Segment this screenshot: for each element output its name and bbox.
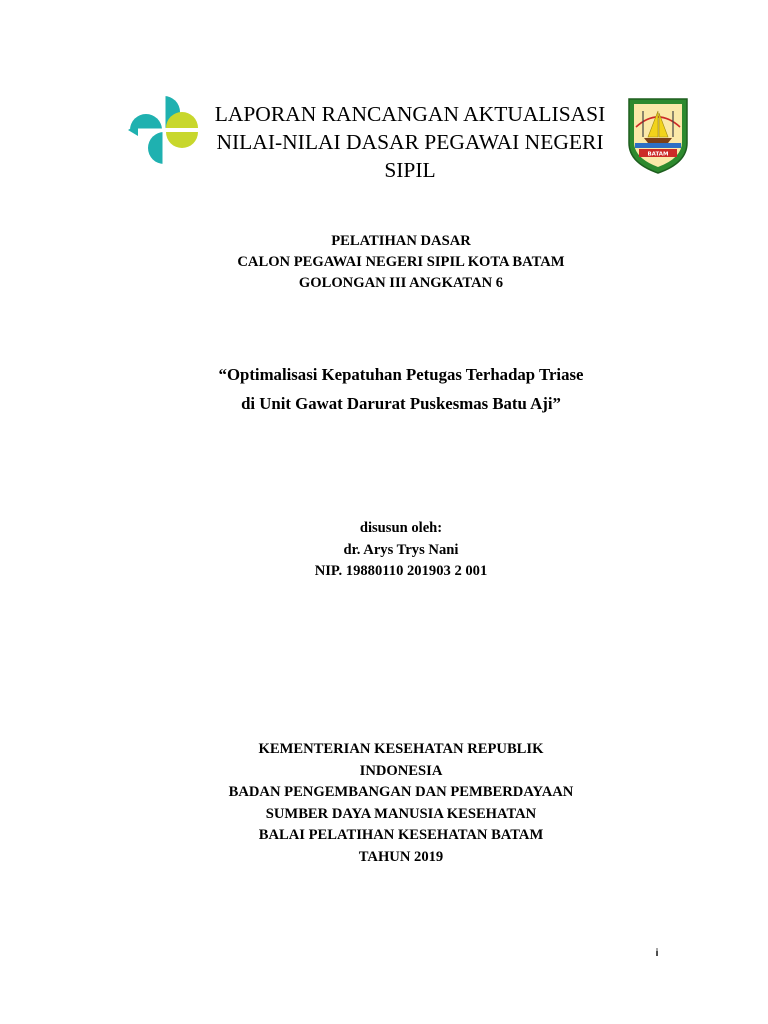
kemenkes-logo-icon (124, 90, 204, 170)
emblem-batam-text: BATAM (647, 151, 669, 158)
training-line-2: CALON PEGAWAI NEGERI SIPIL KOTA BATAM (237, 254, 565, 270)
title-line-3: SIPIL (384, 158, 436, 182)
training-info (100, 231, 702, 294)
author-info (100, 518, 702, 583)
institution-line-1: KEMENTERIAN KESEHATAN REPUBLIK (258, 741, 544, 757)
institution-line-2: INDONESIA (359, 762, 443, 779)
topic-title (100, 360, 702, 418)
topic-line-2: di Unit Gawat Darurat Puskesmas Batu Aji” (241, 394, 561, 413)
training-line-1: PELATIHAN DASAR (331, 233, 471, 249)
author-nip: NIP. 19880110 201903 2 001 (314, 563, 488, 579)
author-label: disusun oleh: (359, 520, 443, 536)
title-line-2: NILAI-NILAI DASAR PEGAWAI NEGERI (216, 130, 604, 154)
topic-line-1: “Optimalisasi Kepatuhan Petugas Terhadap Triase (218, 365, 584, 384)
institution-line-3: BADAN PENGEMBANGAN DAN PEMBERDAYAAN (228, 784, 574, 801)
institution-line-4: SUMBER DAYA MANUSIA KESEHATAN (265, 805, 537, 822)
author-name: dr. Arys Trys Nani (343, 541, 459, 558)
page-number: i (655, 948, 659, 959)
institution-info (100, 739, 702, 869)
title-line-1: LAPORAN RANCANGAN AKTUALISASI (214, 102, 606, 126)
batam-city-emblem-icon (627, 97, 689, 175)
report-title (200, 100, 620, 184)
institution-year: TAHUN 2019 (358, 848, 444, 865)
training-line-3: GOLONGAN III ANGKATAN 6 (298, 275, 504, 291)
institution-line-5: BALAI PELATIHAN KESEHATAN BATAM (258, 827, 544, 844)
